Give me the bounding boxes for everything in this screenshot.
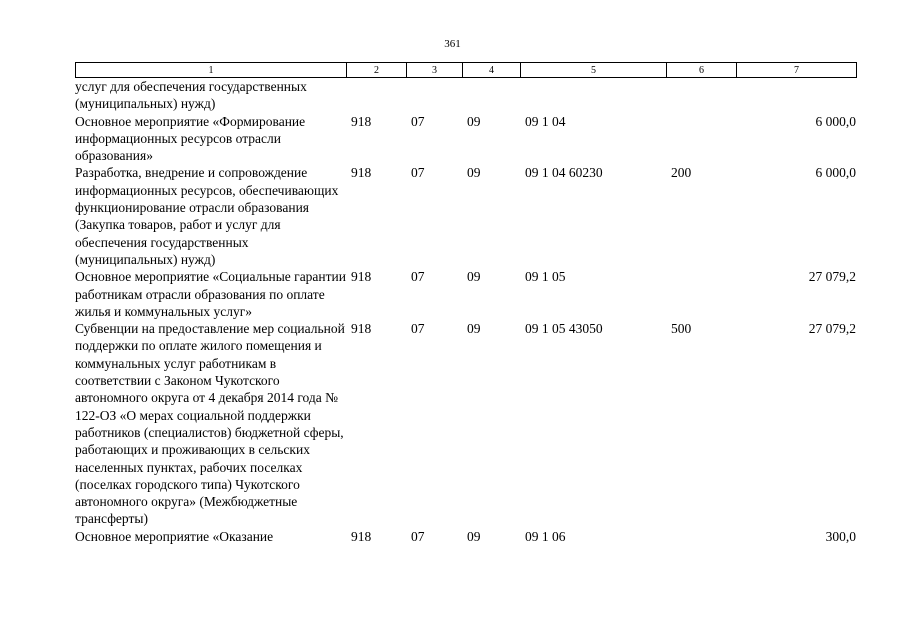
table-row — [75, 320, 865, 528]
row-description: Основное мероприятие «Формирование информационных ресурсов отрасли образования» — [75, 113, 306, 164]
header-col-6: 6 — [667, 63, 737, 78]
section-code: 07 — [411, 165, 425, 181]
page-number: 361 — [444, 38, 461, 50]
ministry-code: 918 — [351, 528, 372, 544]
amount: 6 000,0 — [815, 165, 856, 181]
section-code: 07 — [411, 269, 425, 285]
header-col-2: 2 — [347, 63, 407, 78]
expense-type-code: 200 — [671, 165, 692, 181]
ministry-code: 918 — [351, 165, 372, 181]
target-article-code: 09 1 05 43050 — [525, 321, 603, 337]
row-description: услуг для обеспечения государственных (муниципальных) нужд) — [75, 79, 307, 112]
row-description: Субвенции на предоставление мер социальной поддержки по оплате жилого помещения и коммунальных услуг работникам в соответствии с Законом Чукотского автономного округа от 4 декабря 2014 года № 122-ОЗ «О мерах социальной поддержки работников (специалистов) бюджетной сферы, работающих и проживающих в сельских населенных пунктах, рабочих поселках (поселках городского типа) Чукотского автономного округа» (Межбюджетные трансферты) — [75, 321, 345, 527]
row-description: Разработка, внедрение и сопровождение информационных ресурсов, обеспечивающих функционирование отрасли образования (Закупка товаров, работ и услуг для обеспечения государственных (муниципальных) нужд) — [75, 165, 339, 267]
target-article-code: 09 1 06 — [525, 528, 566, 544]
table-row — [75, 113, 865, 165]
subsection-code: 09 — [467, 165, 481, 181]
section-code: 07 — [411, 528, 425, 544]
subsection-code: 09 — [467, 321, 481, 337]
header-col-3: 3 — [407, 63, 463, 78]
amount: 27 079,2 — [808, 269, 856, 285]
row-description: Основное мероприятие «Оказание — [75, 528, 274, 544]
header-col-1: 1 — [76, 63, 347, 78]
amount: 27 079,2 — [808, 321, 856, 337]
amount: 300,0 — [825, 528, 856, 544]
header-col-4: 4 — [463, 63, 521, 78]
table-row — [75, 78, 865, 113]
target-article-code: 09 1 04 60230 — [525, 165, 603, 181]
table-row — [75, 528, 865, 545]
row-description: Основное мероприятие «Социальные гарантии работникам отрасли образования по оплате жилья и коммунальных услуг» — [75, 269, 346, 319]
amount: 6 000,0 — [815, 113, 856, 129]
table-row — [75, 164, 865, 268]
subsection-code: 09 — [467, 528, 481, 544]
ministry-code: 918 — [351, 269, 372, 285]
section-code: 07 — [411, 321, 425, 337]
section-code: 07 — [411, 113, 425, 129]
ministry-code: 918 — [351, 113, 372, 129]
header-col-5: 5 — [521, 63, 667, 78]
expense-type-code: 500 — [671, 321, 692, 337]
target-article-code: 09 1 05 — [525, 269, 566, 285]
budget-table-body — [75, 78, 865, 545]
header-row — [76, 63, 857, 78]
table-row — [75, 268, 865, 320]
subsection-code: 09 — [467, 269, 481, 285]
target-article-code: 09 1 04 — [525, 113, 566, 129]
column-number-header — [75, 62, 857, 78]
subsection-code: 09 — [467, 113, 481, 129]
ministry-code: 918 — [351, 321, 372, 337]
header-col-7: 7 — [737, 63, 857, 78]
